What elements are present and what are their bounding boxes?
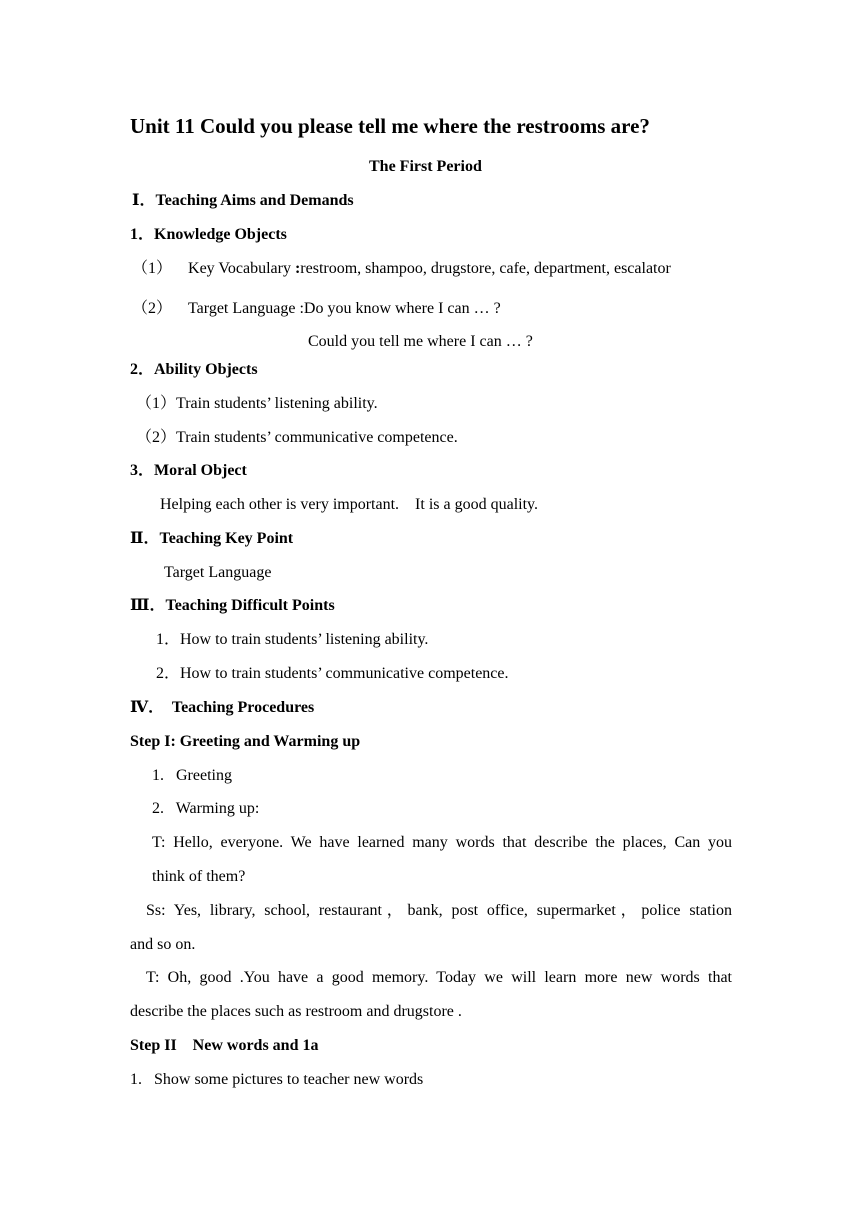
difficult-point-2: 2．How to train students’ communicative competence.: [156, 665, 509, 682]
section-1-heading: Ⅰ．Teaching Aims and Demands: [132, 192, 354, 209]
knowledge-objects-heading: 1．Knowledge Objects: [130, 226, 287, 243]
step-1-item-1: 1. Greeting: [152, 767, 232, 784]
colon: :: [294, 260, 301, 277]
key-vocabulary-label: Key Vocabulary: [188, 260, 295, 277]
teacher-line-2a: T: Oh, good .You have a good memory. Today we will learn more new words that: [146, 969, 732, 986]
teacher-line-1a: T: Hello, everyone. We have learned many words that describe the places, Can you: [152, 834, 732, 851]
ability-item-1: （1）Train students’ listening ability.: [136, 395, 378, 412]
step-2-heading: Step II New words and 1a: [130, 1037, 319, 1054]
moral-object-text: Helping each other is very important. It is a good quality.: [160, 496, 538, 513]
ability-objects-heading: 2．Ability Objects: [130, 361, 258, 378]
step-1-heading: Step I: Greeting and Warming up: [130, 733, 361, 750]
key-vocabulary-line: [132, 259, 671, 279]
section-4-heading: Ⅳ． Teaching Procedures: [130, 699, 315, 716]
period-subtitle: The First Period: [369, 158, 482, 175]
students-line-b: and so on.: [130, 936, 196, 953]
difficult-point-1: 1．How to train students’ listening ability.: [156, 631, 429, 648]
teacher-line-2b: describe the places such as restroom and drugstore .: [130, 1003, 462, 1020]
section-2-heading: Ⅱ．Teaching Key Point: [130, 530, 294, 547]
item-number: （1）: [132, 260, 173, 277]
step-2-item-1: 1. Show some pictures to teacher new words: [130, 1071, 424, 1088]
step-1-item-2: 2. Warming up:: [152, 800, 260, 817]
moral-object-heading: 3．Moral Object: [130, 462, 247, 479]
item-number: （2）: [132, 300, 173, 317]
teacher-line-1b: think of them?: [152, 868, 246, 885]
key-point-text: Target Language: [164, 564, 272, 581]
target-language-line-2: Could you tell me where I can … ?: [308, 333, 533, 350]
target-language-label: Target Language: [188, 300, 300, 317]
document-title: Unit 11 Could you please tell me where the restrooms are?: [130, 114, 650, 138]
colon: :: [299, 300, 304, 317]
ability-item-2: （2）Train students’ communicative competence.: [136, 429, 458, 446]
key-vocabulary-text: restroom, shampoo, drugstore, cafe, department, escalator: [300, 260, 671, 277]
target-language-text: Do you know where I can … ?: [303, 300, 501, 317]
section-3-heading: Ⅲ．Teaching Difficult Points: [130, 597, 335, 614]
target-language-line: [132, 299, 501, 319]
students-line-a: Ss: Yes, library, school, restaurant，bank, post office, supermarket，police station: [146, 902, 732, 919]
